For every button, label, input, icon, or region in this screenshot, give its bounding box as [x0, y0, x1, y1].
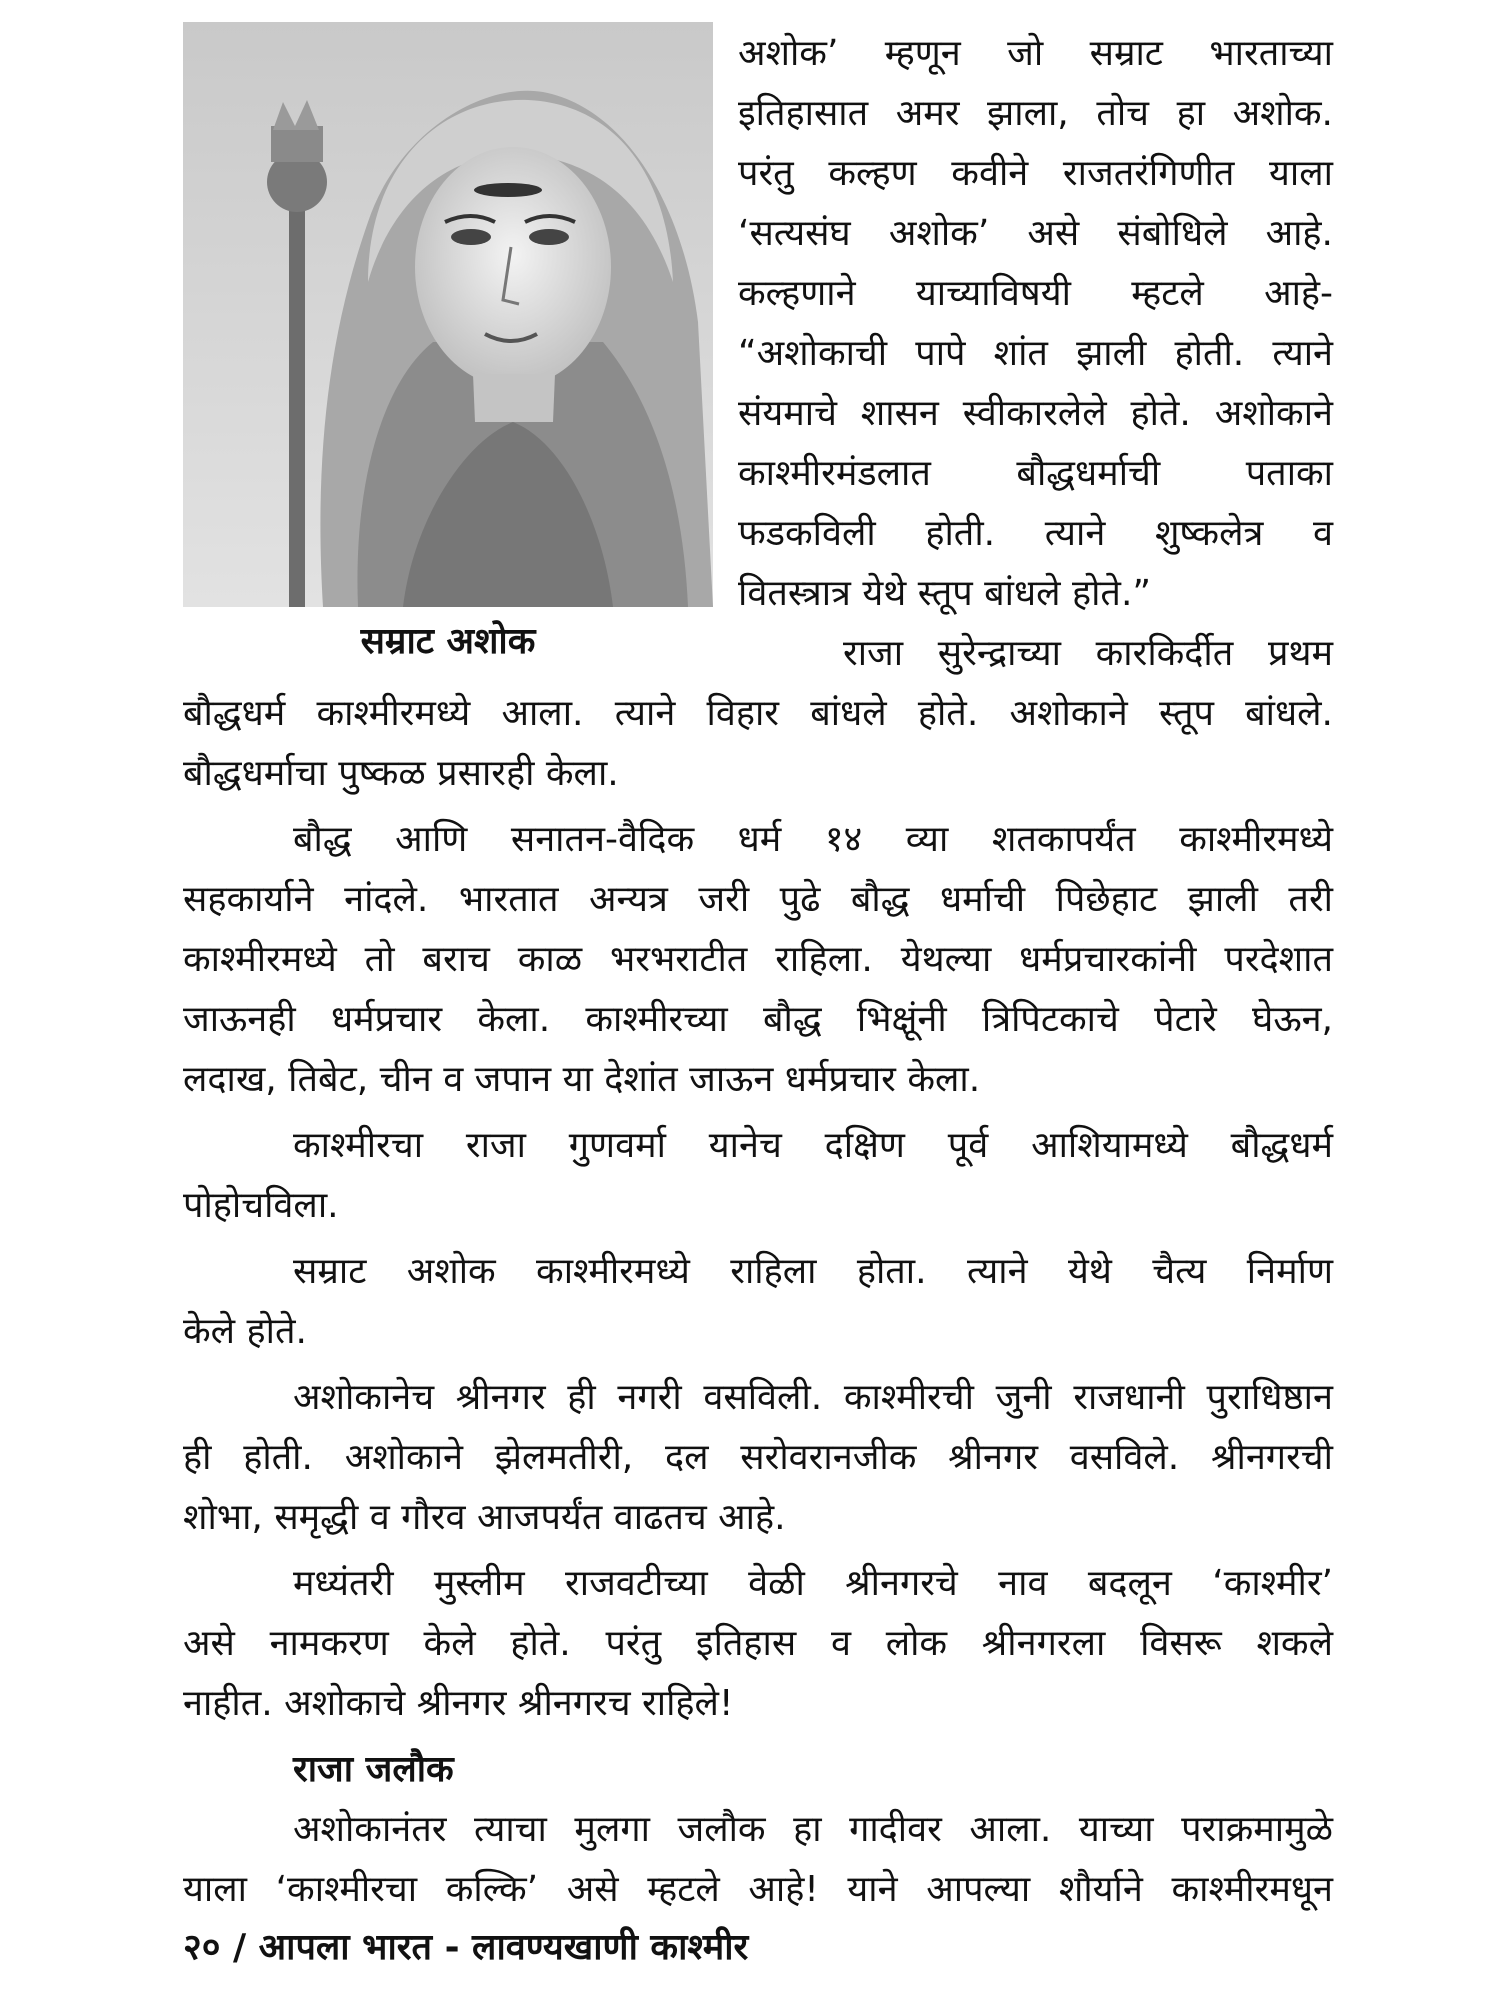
text-line: ‘सत्यसंघ अशोक’ असे संबोधिले आहे.: [738, 213, 1333, 254]
text-line: असे नामकरण केले होते. परंतु इतिहास व लोक श्रीनगरला विसरू शकले: [183, 1623, 1333, 1664]
portrait-caption: सम्राट अशोक: [360, 621, 536, 662]
page-footer: २० / आपला भारत - लावण्यखाणी काश्मीर: [183, 1927, 749, 1968]
text-line: केले होते.: [183, 1311, 307, 1352]
ashoka-portrait-image: [183, 22, 713, 607]
text-line: बौद्धधर्माचा पुष्कळ प्रसारही केला.: [183, 753, 619, 794]
text-line: बौद्धधर्म काश्मीरमध्ये आला. त्याने विहार बांधले होते. अशोकाने स्तूप बांधले.: [183, 693, 1333, 734]
text-line: अशोकानंतर त्याचा मुलगा जलौक हा गादीवर आला. याच्या पराक्रमामुळे: [293, 1809, 1333, 1850]
text-line: काश्मीरचा राजा गुणवर्मा यानेच दक्षिण पूर्व आशियामध्ये बौद्धधर्म: [293, 1125, 1333, 1166]
text-line: नाहीत. अशोकाचे श्रीनगर श्रीनगरच राहिले!: [183, 1683, 734, 1724]
text-line: अशोक’ म्हणून जो सम्राट भारताच्या: [738, 33, 1333, 74]
text-line: राजा सुरेन्द्राच्या कारकिर्दीत प्रथम: [843, 633, 1333, 674]
text-line: जाऊनही धर्मप्रचार केला. काश्मीरच्या बौद्ध भिक्षूंनी त्रिपिटकाचे पेटारे घेऊन,: [183, 999, 1333, 1040]
text-line: काश्मीरमंडलात बौद्धधर्माची पताका: [738, 453, 1333, 494]
text-line: अशोकानेच श्रीनगर ही नगरी वसविली. काश्मीरची जुनी राजधानी पुराधिष्ठान: [293, 1377, 1333, 1418]
section-heading: राजा जलौक: [293, 1749, 454, 1790]
text-line: याला ‘काश्मीरचा कल्कि’ असे म्हटले आहे! याने आपल्या शौर्याने काश्मीरमधून: [183, 1869, 1333, 1910]
text-line: वितस्त्रात्र येथे स्तूप बांधले होते.”: [738, 573, 1152, 614]
text-line: मध्यंतरी मुस्लीम राजवटीच्या वेळी श्रीनगरचे नाव बदलून ‘काश्मीर’: [293, 1563, 1333, 1604]
text-line: संयमाचे शासन स्वीकारलेले होते. अशोकाने: [738, 393, 1333, 434]
text-line: काश्मीरमध्ये तो बराच काळ भरभराटीत राहिला. येथल्या धर्मप्रचारकांनी परदेशात: [183, 939, 1333, 980]
text-line: ही होती. अशोकाने झेलमतीरी, दल सरोवरानजीक श्रीनगर वसविले. श्रीनगरची: [183, 1437, 1333, 1478]
text-line: सम्राट अशोक काश्मीरमध्ये राहिला होता. त्याने येथे चैत्य निर्माण: [293, 1251, 1333, 1292]
text-line: पोहोचविला.: [183, 1185, 339, 1226]
text-line: इतिहासात अमर झाला, तोच हा अशोक.: [738, 93, 1333, 134]
text-line: सहकार्याने नांदले. भारतात अन्यत्र जरी पुढे बौद्ध धर्माची पिछेहाट झाली तरी: [183, 879, 1333, 920]
text-line: परंतु कल्हण कवीने राजतरंगिणीत याला: [738, 153, 1333, 194]
text-line: बौद्ध आणि सनातन-वैदिक धर्म १४ व्या शतकापर्यंत काश्मीरमध्ये: [293, 819, 1333, 860]
text-line: “अशोकाची पापे शांत झाली होती. त्याने: [738, 333, 1333, 374]
text-line: कल्हणाने याच्याविषयी म्हटले आहे-: [738, 273, 1333, 314]
text-line: फडकविली होती. त्याने शुष्कलेत्र व: [738, 513, 1333, 554]
text-line: लदाख, तिबेट, चीन व जपान या देशांत जाऊन धर्मप्रचार केला.: [183, 1059, 981, 1100]
text-line: शोभा, समृद्धी व गौरव आजपर्यंत वाढतच आहे.: [183, 1497, 786, 1538]
